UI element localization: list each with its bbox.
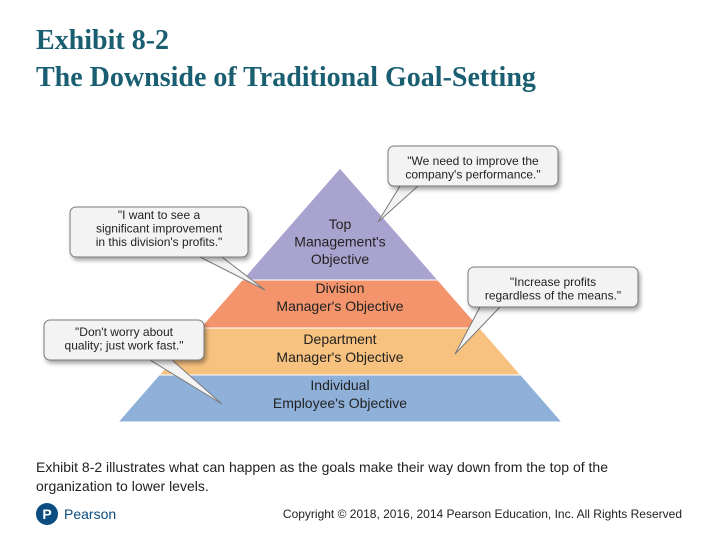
callout-2-text: in this division's profits."	[95, 235, 223, 249]
pearson-logo-icon: P	[36, 503, 58, 525]
callout-2-text: "I want to see a	[117, 208, 201, 222]
title-line-1: Exhibit 8-2	[36, 25, 170, 56]
callout-2	[70, 207, 265, 290]
callout-4-text: "Don't worry about	[75, 325, 173, 339]
pearson-logo-text: Pearson	[64, 506, 117, 522]
pyramid-tier-3-label: Department	[303, 331, 377, 347]
pyramid-tier-2-label: Division	[315, 280, 365, 296]
callout-1	[378, 146, 558, 222]
callout-1-text: "We need to improve the	[407, 154, 539, 168]
callout-3-text: "Increase profits	[509, 275, 597, 289]
pyramid-tier-1-label: Management's	[294, 233, 386, 250]
pyramid-tier-2-label: Manager's Objective	[276, 298, 404, 314]
pyramid-tier-4-label: Individual	[310, 377, 370, 393]
pyramid-tier-1-label: Objective	[310, 251, 370, 267]
pyramid-tier-1-label: Top	[328, 216, 352, 232]
callout-1-text: company's performance."	[405, 167, 541, 182]
pearson-logo	[36, 502, 116, 526]
slide-caption: Exhibit 8-2 illustrates what can happen as the goals make their way down from the top of the organization to lower levels.	[36, 459, 608, 494]
pyramid-tier-4-label: Employee's Objective	[272, 395, 408, 411]
copyright-notice: Copyright © 2018, 2016, 2014 Pearson Education, Inc. All Rights Reserved	[282, 507, 682, 521]
callout-1-tail	[378, 186, 418, 222]
pyramid-tier-3-label: Manager's Objective	[276, 349, 404, 365]
callout-3-text: regardless of the means."	[484, 288, 622, 303]
callout-4-text: quality; just work fast."	[64, 338, 184, 353]
callout-2-text: significant improvement	[95, 221, 223, 236]
title-line-2: The Downside of Traditional Goal-Setting	[36, 62, 536, 93]
